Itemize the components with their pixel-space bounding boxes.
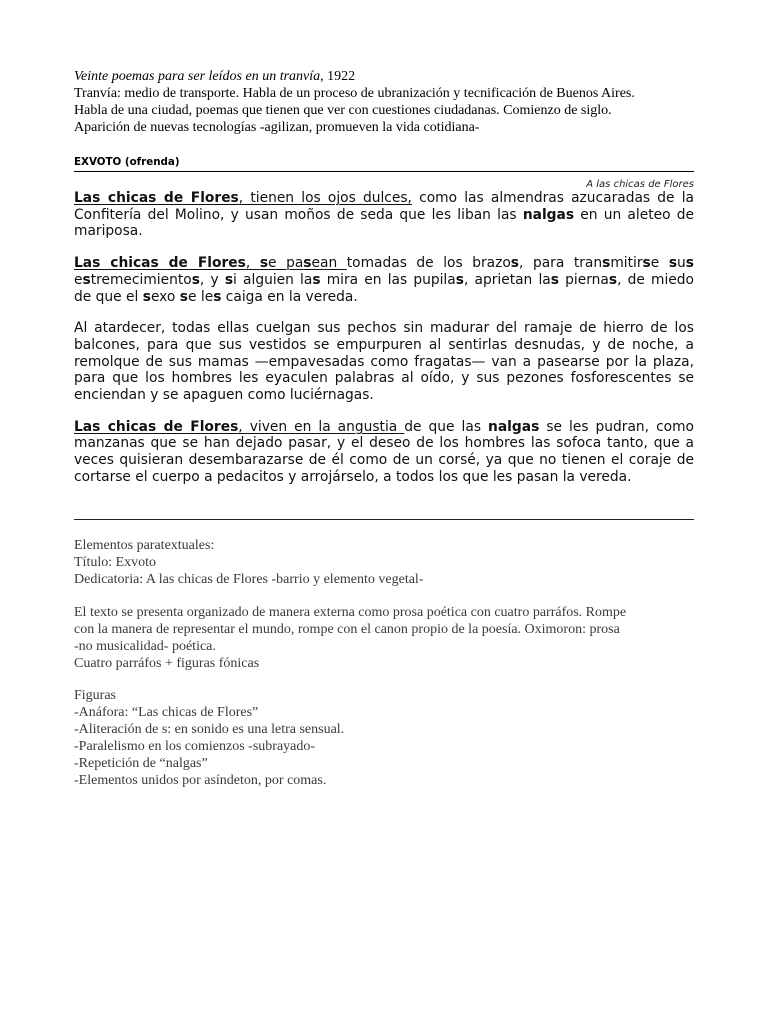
poem-text-run: de que las [404, 418, 489, 435]
book-title: Veinte poemas para ser leídos en un tranvía [74, 69, 321, 84]
notes-block [74, 537, 714, 588]
poem-text-run: s [668, 255, 678, 272]
poem-text-run: se les pudran, como [539, 418, 694, 435]
poem-text-run: s [312, 271, 321, 288]
poem-text-run: , de miedo [617, 271, 694, 288]
poem-paragraph [74, 255, 694, 305]
notes-line: Figuras [74, 688, 116, 703]
poem-text-run: para que los hombres les eyaculen palabras al oído, y sus pezones fosforescentes se [74, 370, 694, 387]
poem-text-run: e pa [268, 255, 304, 272]
poem-text-run: e [74, 271, 83, 288]
poem-paragraph [74, 419, 694, 486]
poem-text-run: mitir [610, 255, 643, 272]
poem-text-run: s [608, 271, 618, 288]
notes-block [74, 604, 714, 672]
poem-text-run: Las chicas de Flores [74, 418, 239, 435]
poem-text-run: Las chicas de Flores [74, 255, 246, 272]
poem-text-run: manzanas que se han dejado pasar, y el deseo de los hombres las sofoca tanto, que a [74, 435, 694, 452]
poem-line [74, 320, 694, 337]
book-year: , 1922 [320, 69, 356, 84]
notes-line: Cuatro parráfos + figuras fónicas [74, 655, 260, 671]
intro-title [74, 68, 714, 85]
poem-body [74, 190, 694, 486]
poem-line [74, 387, 694, 404]
poem-text-run: s [179, 288, 188, 305]
poem-text-run: , para tran [519, 255, 603, 272]
poem-text-run: nalgas [488, 418, 540, 435]
poem-text-run: , tienen los ojos dulces, [238, 190, 412, 206]
poem-line [74, 190, 694, 207]
poem-line [74, 435, 694, 452]
notes-section [74, 537, 714, 789]
poem-text-run: e [650, 255, 669, 272]
poem-line [74, 469, 694, 486]
section-divider [74, 519, 694, 520]
notes-line: -Anáfora: “Las chicas de Flores” [74, 705, 259, 720]
poem-text-run: s [685, 255, 694, 272]
notes-line: Dedicatoria: A las chicas de Flores -barrio y elemento vegetal- [74, 572, 424, 587]
poem-line [74, 370, 694, 387]
intro-section [74, 68, 714, 136]
dedication: A las chicas de Flores [586, 179, 694, 190]
poem-text-run: s [510, 255, 520, 272]
notes-line: Elementos paratextuales: [74, 538, 215, 553]
poem-text-run: i alguien la [233, 271, 313, 288]
notes-block [74, 687, 714, 789]
poem-text-run: en un aleteo de [574, 206, 694, 223]
poem-text-run: pierna [558, 271, 609, 288]
poem-text-run: mira en las pupila [320, 271, 456, 288]
poem-text-run: veces quisieran desembarazarse de él como de un corsé, ya que no tienen el coraje de [74, 452, 694, 469]
poem-text-run: mariposa. [74, 223, 143, 240]
poem-line [74, 207, 694, 224]
poem-paragraph [74, 320, 694, 404]
poem-text-run: balcones, para que sus vestidos se empurpuren al sentirlas desnudas, y de noche, a [74, 336, 694, 353]
poem-line [74, 452, 694, 469]
poem-text-run: s [259, 255, 269, 272]
poem-text-run: , y [199, 271, 225, 288]
poem-line [74, 223, 694, 240]
intro-line: Habla de una ciudad, poemas que tienen que ver con cuestiones ciudadanas. Comienzo de siglo. [74, 103, 612, 118]
poem-line [74, 337, 694, 354]
poem-text-run: u [677, 255, 686, 272]
poem-text-run: de que el [74, 288, 143, 305]
poem-text-run: ean [311, 255, 347, 272]
poem-text-run: s [224, 271, 234, 288]
poem-text-run: remolque de sus mamas —empavesadas como fragatas— van a pasearse por la plaza, [74, 353, 694, 370]
notes-line: -Aliteración de s: en sonido es una letra sensual. [74, 722, 345, 737]
poem-text-run: , viven en la angustia [238, 418, 405, 435]
notes-line: -no musicalidad- poética. [74, 638, 216, 654]
poem-text-run: , aprietan la [463, 271, 551, 288]
poem-text-run: caiga en la vereda. [221, 288, 358, 305]
poem-text-run: como las almendras azucaradas de la [411, 190, 694, 206]
intro-line: Tranvía: medio de transporte. Habla de un proceso de ubranización y tecnificación de Buenos Aires. [74, 86, 635, 101]
poem-text-run: Las chicas de Flores [74, 190, 239, 206]
notes-line: -Repetición de “nalgas” [74, 756, 208, 771]
poem-text-run: tomadas de los brazo [346, 255, 511, 272]
poem-line [74, 419, 694, 436]
poem-text-run: , [245, 255, 260, 272]
notes-line: -Elementos unidos por asíndeton, por comas. [74, 773, 327, 788]
poem-text-run: s [550, 271, 559, 288]
poem-text-run: Al atardecer, todas ellas cuelgan sus pechos sin madurar del ramaje de hierro de los [74, 320, 694, 337]
poem-heading: EXVOTO (ofrenda) [74, 156, 180, 168]
poem-text-run: tremecimiento [90, 271, 192, 288]
poem-text-run: e le [187, 288, 214, 305]
poem-text-run: s [82, 271, 91, 288]
notes-line: -Paralelismo en los comienzos -subrayado- [74, 739, 316, 754]
poem-text-run: Confitería del Molino, y usan moños de seda que les liban las [74, 206, 523, 223]
poem-line [74, 255, 694, 272]
poem-text-run: s [303, 255, 312, 272]
poem-text-run: enciendan y se apaguen como luciérnagas. [74, 387, 374, 404]
notes-line: El texto se presenta organizado de manera externa como prosa poética con cuatro parráfos. Rompe [74, 604, 627, 620]
poem-line [74, 272, 694, 289]
intro-line: Aparición de nuevas tecnologías -agilizan, promueven la vida cotidiana- [74, 120, 480, 135]
poem-text-run: s [142, 288, 151, 305]
poem-text-run: s [602, 255, 611, 272]
poem-paragraph [74, 190, 694, 240]
poem-line [74, 289, 694, 306]
heading-rule [74, 171, 694, 172]
notes-line: Título: Exvoto [74, 555, 157, 570]
poem-text-run: cortarse el cuerpo a pedacitos y arrojárselo, a todos los que les pasan la vereda. [74, 468, 632, 485]
poem-text-run: s [455, 271, 464, 288]
poem-text-run: s [191, 271, 200, 288]
poem-text-run: nalgas [522, 206, 575, 223]
intro-lines [74, 85, 714, 136]
poem-text-run: s [213, 288, 222, 305]
notes-line: con la manera de representar el mundo, rompe con el canon propio de la poesía. Oximoron: prosa [74, 621, 620, 637]
poem-text-run: exo [150, 288, 180, 305]
poem-line [74, 354, 694, 371]
poem-text-run: s [642, 255, 651, 272]
